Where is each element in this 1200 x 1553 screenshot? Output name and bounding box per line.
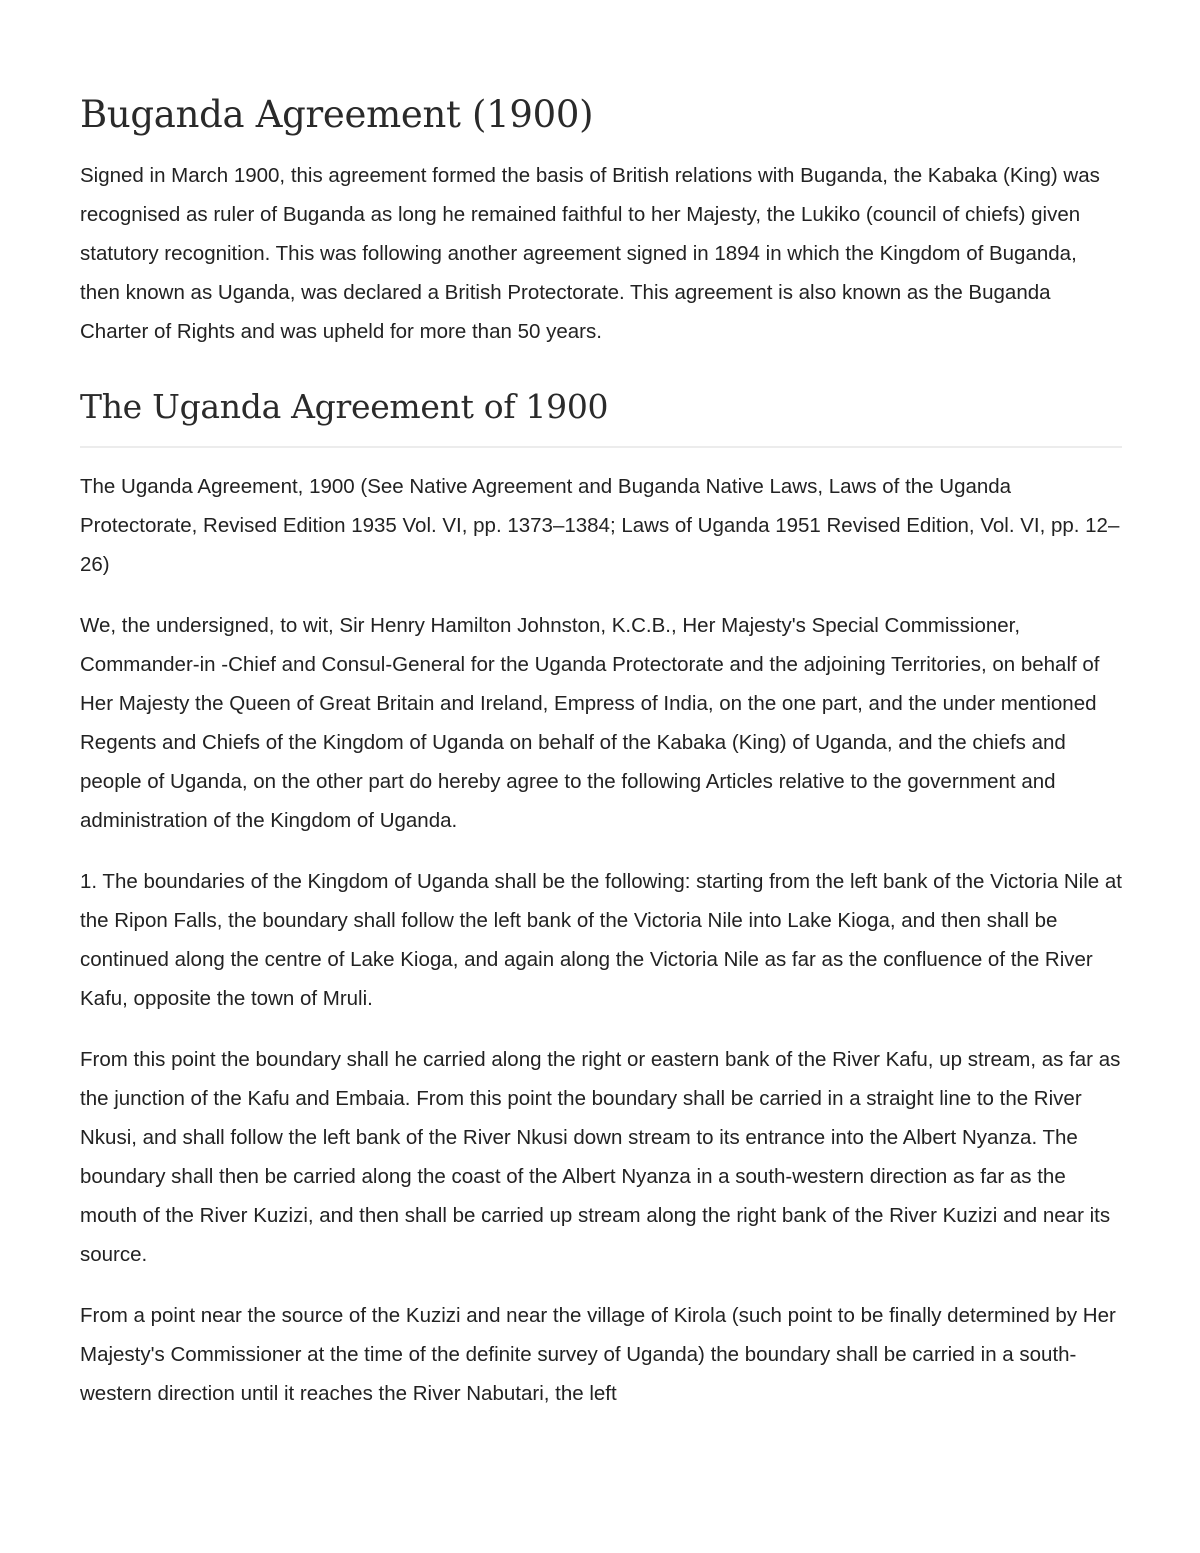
section-divider <box>80 446 1122 448</box>
paragraph-preamble: We, the undersigned, to wit, Sir Henry Hamilton Johnston, K.C.B., Her Majesty's Special Commissioner, Commander-in -Chief and Consul-General for the Uganda Protectorate and the adjoining Territories, on behalf of Her Majesty the Queen of Great Britain and Ireland, Empress of India, on the one part, and the under mentioned Regents and Chiefs of the Kingdom of Uganda on behalf of the Kabaka (King) of Uganda, and the chiefs and people of Uganda, on the other part do hereby agree to the following Articles relative to the government and administration of the Kingdom of Uganda. <box>80 614 1100 832</box>
page-title: Buganda Agreement (1900) <box>80 93 594 136</box>
paragraph-boundary-kuzizi: From a point near the source of the Kuzizi and near the village of Kirola (such point to be finally determined by Her Majesty's Commissioner at the time of the definite survey of Uganda) the boundary shall be carried in a south-western direction until it reaches the River Nabutari, the left <box>80 1304 1116 1405</box>
paragraph-boundary-kafu: From this point the boundary shall he carried along the right or eastern bank of the River Kafu, up stream, as far as the junction of the Kafu and Embaia. From this point the boundary shall be carried in a straight line to the River Nkusi, and shall follow the left bank of the River Nkusi down stream to its entrance into the Albert Nyanza. The boundary shall then be carried along the coast of the Albert Nyanza in a south-western direction as far as the mouth of the River Kuzizi, and then shall be carried up stream along the right bank of the River Kuzizi and near its source. <box>80 1048 1121 1266</box>
document-page <box>80 0 1122 1413</box>
intro-paragraph: Signed in March 1900, this agreement formed the basis of British relations with Buganda, the Kabaka (King) was recognised as ruler of Buganda as long he remained faithful to her Majesty, the Lukiko (council of chiefs) given statutory recognition. This was following another agreement signed in 1894 in which the Kingdom of Buganda, then known as Uganda, was declared a British Protectorate. This agreement is also known as the Buganda Charter of Rights and was upheld for more than 50 years. <box>80 164 1100 343</box>
section-title: The Uganda Agreement of 1900 <box>80 387 609 426</box>
paragraph-citation: The Uganda Agreement, 1900 (See Native Agreement and Buganda Native Laws, Laws of the Uganda Protectorate, Revised Edition 1935 Vol. VI, pp. 1373–1384; Laws of Uganda 1951 Revised Edition, Vol. VI, pp. 12–26) <box>80 475 1120 576</box>
paragraph-article-1: 1. The boundaries of the Kingdom of Uganda shall be the following: starting from the left bank of the Victoria Nile at the Ripon Falls, the boundary shall follow the left bank of the Victoria Nile into Lake Kioga, and then shall be continued along the centre of Lake Kioga, and again along the Victoria Nile as far as the confluence of the River Kafu, opposite the town of Mruli. <box>80 870 1122 1010</box>
